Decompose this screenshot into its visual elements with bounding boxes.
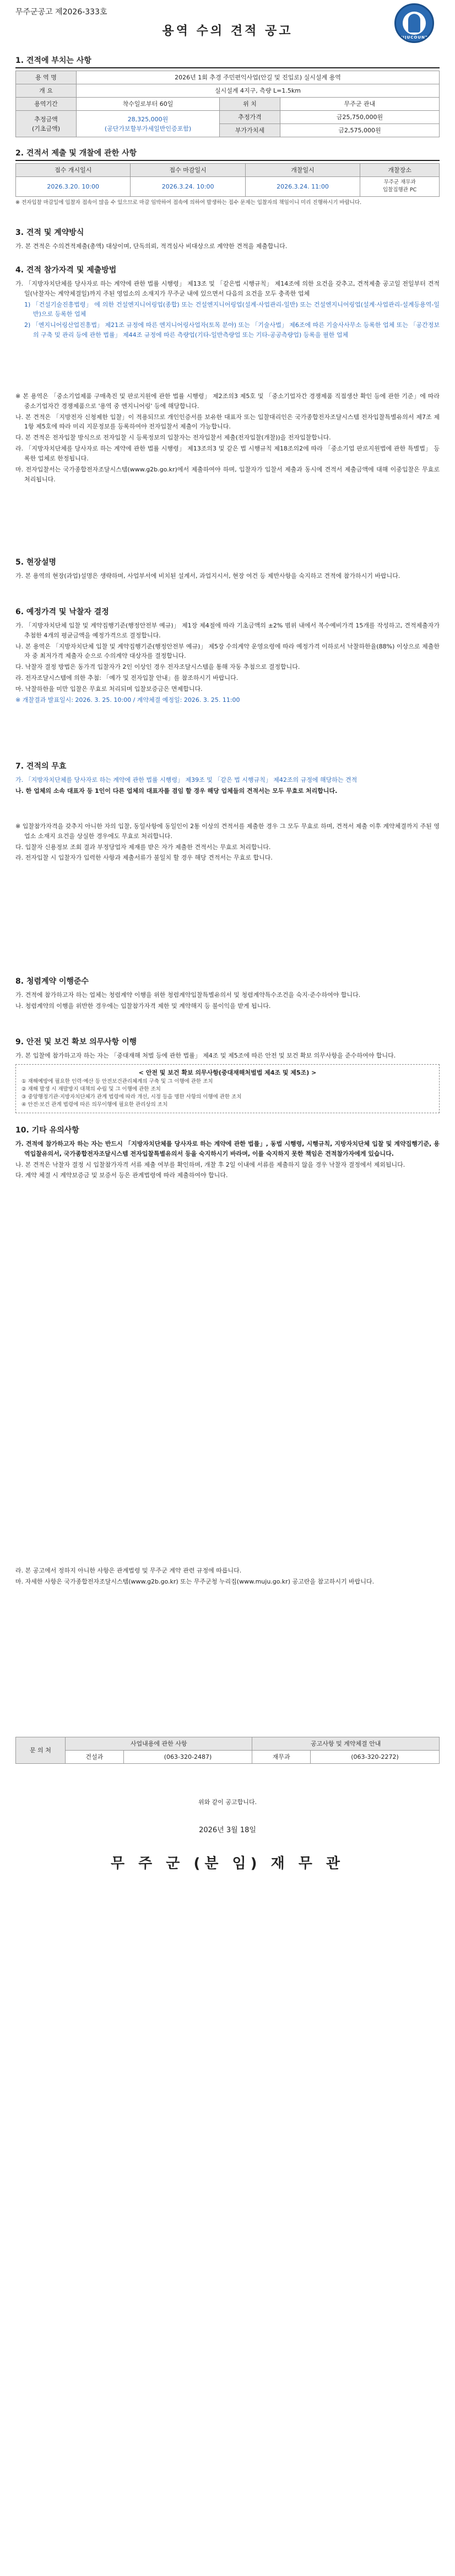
label-period: 용역기간	[16, 98, 77, 111]
s7-para-4: 라. 전자입찰 시 입찰자가 입력한 사항과 제출서류가 불일치 할 경우 해당 견적서는 무효로 합니다.	[15, 854, 273, 862]
issuing-authority: 무 주 군 (분 임) 재 무 관	[110, 1855, 345, 1872]
col-close-time: 접수 마감일시	[131, 164, 245, 177]
section-2-rule	[15, 160, 440, 161]
s7-para-1: 가. 「지방자치단체를 당사자로 하는 계약에 관한 법률 시행령」 제39조 및 「같은 법 시행규칙」 제42조의 규정에 해당하는 견적	[15, 776, 358, 783]
s8-para-1: 가. 견적에 참가하고자 하는 업체는 청렴계약 이행을 위한 청렴계약입찰특별유의서 및 청렴계약특수조건을 숙지·준수하여야 합니다.	[15, 991, 361, 999]
section-10-body	[15, 1139, 440, 1182]
col-opening-time: 개찰일시	[245, 164, 360, 177]
s8-para-2: 나. 청렴계약의 이행을 위반한 경우에는 입찰참가자격 제한 및 계약해지 등 불이익을 받게 됩니다.	[15, 1002, 271, 1010]
s6-para-5: 마. 낙찰하한율 미만 입찰은 무효로 처리되며 입찰보증금은 면제합니다.	[15, 685, 203, 693]
col-open-time: 접수 개시일시	[16, 164, 131, 177]
notice-date: 2026년 3월 18일	[199, 1826, 256, 1834]
contact-dept-2: 재무과	[252, 1751, 311, 1764]
section-6-heading: 6. 예정가격 및 낙찰자 결정	[15, 608, 109, 616]
bid-items-table	[15, 71, 440, 137]
s4-para-5: 라. 「지방자치단체를 당사자로 하는 계약에 관한 법률 시행령」 제13조의3 및 같은 법 시행규칙 제18조의2에 따라 「중소기업 판로지원법에 관한 특별법」 등록한 업체로 한정됩니다.	[15, 445, 440, 462]
section-8-heading: 8. 청렴계약 이행준수	[15, 977, 89, 986]
safety-item-2: ② 재해 발생 시 재발방지 대책의 수립 및 그 이행에 관한 조치	[21, 1086, 161, 1092]
label-location: 위 치	[220, 98, 280, 111]
notice-number: 무주군공고 제2026-333호	[15, 8, 107, 17]
s4-para-1-2: 2) 「엔지니어링산업진흥법」 제21조 규정에 따른 엔지니어링사업자(토목 분야) 또는 「기술사법」 제6조에 따른 기술사사무소 등록한 업체 또는 「공간정보의 구축 및 관리 등에 관한 법률」 제44조 규정에 따른 측량업(기타-일반측량업 또는 기타-공공측량업) 등록을 필한 업체	[24, 321, 440, 339]
safety-box-title: < 안전 및 보건 확보 의무사항(중대재해처벌법 제4조 및 제5조) >	[138, 1069, 317, 1076]
schedule-table	[15, 163, 440, 197]
s10-para-5: 마. 자세한 사항은 국가종합전자조달시스템(www.g2b.go.kr) 또는 무주군청 누리집(www.muju.go.kr) 공고란을 참고하시기 바랍니다.	[15, 1577, 375, 1585]
s10-para-2: 나. 본 견적은 낙찰자 결정 시 입찰참가자격 서류 제출 여부를 확인하며, 개찰 후 2일 이내에 서류를 제출하지 않을 경우 낙찰자 결정에서 제외됩니다.	[15, 1161, 405, 1168]
seal-text: MUJUCOUNTY	[397, 35, 432, 40]
value-location: 무주군 관내	[280, 98, 440, 111]
section-10-heading: 10. 기타 유의사항	[15, 1126, 79, 1135]
s4-para-3: 나. 본 견적은 「지방전자 신청제한 입찰」이 적용되므로 개인인증서를 보유한 대표자 또는 입찰대리인은 국가종합전자조달시스템 전자입찰특별유의서 제7조 제1항 제5호에 따라 미리 지문정보를 등록하여야 전자입찰서 제출이 가능합니다.	[15, 413, 440, 431]
section-5-heading: 5. 현장설명	[15, 558, 57, 567]
bid-items-table-wrap	[15, 71, 440, 137]
value-period: 착수일로부터 60일	[77, 98, 220, 111]
section-9-body	[15, 1051, 440, 1113]
s6-para-6: ※ 개찰결과 발표일시: 2026. 3. 25. 10:00 / 계약체결 예정일: 2026. 3. 25. 11:00	[15, 696, 240, 704]
value-vat: 금2,575,000원	[280, 124, 440, 137]
value-service-name: 2026년 1회 추경 주민편익사업(안길 및 진입로) 실시설계 용역	[77, 71, 440, 84]
s6-para-3: 다. 낙찰자 결정 방법은 동가격 입찰자가 2인 이상인 경우 전자조달시스템을 통해 자동 추첨으로 결정합니다.	[15, 663, 300, 671]
contact-table	[15, 1737, 440, 1764]
s6-para-4: 라. 전자조달시스템에 의한 추첨: 「예가 및 전자입찰 안내」를 참조하시기 바랍니다.	[15, 674, 239, 682]
s9-para-1: 가. 본 입찰에 참가하고자 하는 자는 「중대재해 처벌 등에 관한 법률」 제4조 및 제5조에 따른 안전 및 보건 확보 의무사항을 준수하여야 합니다.	[15, 1052, 396, 1059]
section-1-rule	[15, 67, 440, 68]
section-6-body	[15, 621, 440, 706]
contact-dept-1: 건설과	[66, 1751, 124, 1764]
section-9-heading: 9. 안전 및 보건 확보 의무사항 이행	[15, 1038, 137, 1046]
s6-para-1: 가. 「지방자치단체 입찰 및 계약집행기준(행정안전부 예규)」 제1장 제4절에 따라 기초금액의 ±2% 범위 내에서 복수예비가격 15개를 작성하고, 견적제출자가 추첨한 4개의 평균금액을 예정가격으로 결정합니다.	[15, 622, 440, 639]
value-estimated-amount: 28,325,000원 (공단가보할부가세일반인증포함)	[77, 111, 220, 137]
value-open-time: 2026.3.20. 10:00	[16, 177, 131, 197]
contact-table-wrap	[15, 1737, 440, 1764]
value-opening-place: 무주군 재무과 입찰집행관 PC	[360, 177, 440, 197]
s7-para-3: 다. 입찰자 신용정보 조회 결과 부정당업자 제재를 받은 자가 제출한 견적서는 무효로 처리합니다.	[15, 843, 271, 851]
s4-para-1-1: 1) 「건설기술진흥법령」 에 의한 건설엔지니어링업(종합) 또는 건설엔지니어링업(설계·사업관리-일반) 또는 건설엔지니어링업(설계·사업관리-설계등용역-일반)으로 등록한 업체	[24, 300, 440, 318]
section-4-heading: 4. 견적 참가자격 및 제출방법	[15, 266, 117, 275]
label-service-name: 용 역 명	[16, 71, 77, 84]
col-opening-place: 개찰장소	[360, 164, 440, 177]
label-estimated-amount: 추정금액 (기초금액)	[16, 111, 77, 137]
schedule-note: ※ 전자입찰 마감일에 입찰자 접속이 많을 수 있으므로 마감 임박하여 접속에 의하여 발생하는 접수 문제는 입찰자의 책임이니 미리 진행하시기 바랍니다.	[15, 199, 362, 206]
s7-para-2: 나. 한 업체의 소속 대표자 등 1인이 다른 업체의 대표자를 겸임 할 경우 해당 업체들의 견적서는 모두 무효로 처리합니다.	[15, 787, 338, 795]
safety-duties-box	[15, 1064, 440, 1113]
s7-note: ※ 입찰참가자격을 갖추지 아니한 자의 입찰, 동일사항에 동일인이 2통 이상의 견적서를 제출한 경우 그 모두 무효로 하며, 견적서 제출 이후 계약체결까지 주된 영업소 소재지 요건을 상실한 경우에도 무효로 처리합니다.	[15, 823, 440, 840]
safety-item-3: ③ 중앙행정기관·지방자치단체가 관계 법령에 따라 개선, 시정 등을 명한 사항의 이행에 관한 조치	[21, 1094, 242, 1101]
s4-para-1: 가. 「지방자치단체를 당사자로 하는 계약에 관한 법률 시행령」 제13조 및 「같은법 시행규칙」 제14조에 의한 요건을 갖추고, 견적제출 공고일 전일부터 견적일(낙찰자는 계약체결일)까지 주된 영업소의 소재지가 무주군 내에 있으면서 다음의 요건을 모두 충족한 업체	[15, 280, 440, 297]
section-4-body-2	[15, 391, 440, 485]
section-7-body	[15, 775, 440, 797]
section-2-heading: 2. 견적서 제출 및 개찰에 관한 사항	[15, 149, 137, 158]
section-3-text: 가. 본 견적은 수의견적제출(총액) 대상이며, 단독의뢰, 적격심사 비대상으로 계약한 견적을 제출합니다.	[15, 243, 288, 250]
section-8-body	[15, 990, 440, 1012]
s6-para-2: 나. 본 용역은 「지방자치단체 입찰 및 계약집행기준(행정안전부 예규)」 제5장 수의계약 운영요령에 따라 예정가격 이하로서 낙찰하한율(88%) 이상으로 제출한 자 중 최저가격 제출자 순으로 수의계약 대상자를 결정합니다.	[15, 642, 440, 660]
section-3-heading: 3. 견적 및 계약방식	[15, 228, 84, 237]
section-4-body	[15, 279, 440, 341]
safety-item-4: ④ 안전·보건 관계 법령에 따른 의무이행에 필요한 관리상의 조치	[21, 1102, 168, 1108]
s10-para-1: 가. 견적에 참가하고자 하는 자는 반드시 「지방자치단체를 당사자로 하는 계약에 관한 법률」, 동법 시행령, 시행규칙, 지방자치단체 입찰 및 계약집행기준, 용역입찰유의서, 국가종합전자조달시스템 전자입찰특별유의서 등을 숙지하시기 바라며, 이를 숙지하지 못한 책임은 견적참가자에게 있습니다.	[15, 1140, 440, 1157]
value-opening-time: 2026.3.24. 11:00	[245, 177, 360, 197]
document-title: 용역 수의 견적 공고	[162, 24, 293, 38]
s10-para-4: 라. 본 공고에서 정하지 아니한 사항은 관계법령 및 무주군 계약 관련 규정에 따릅니다.	[15, 1567, 242, 1574]
value-overview: 실시설계 4지구, 측량 L=1.5km	[77, 84, 440, 98]
value-estimated-price: 금25,750,000원	[280, 111, 440, 124]
schedule-table-wrap	[15, 163, 440, 207]
label-vat: 부가가치세	[220, 124, 280, 137]
closing-statement: 위와 같이 공고합니다.	[198, 1799, 257, 1806]
s4-para-6: 마. 전자입찰서는 국가종합전자조달시스템(www.g2b.go.kr)에서 제출하여야 하며, 입찰자가 입찰서 제출과 동시에 견적서 제출금액에 대해 이중입찰은 무효로 처리됩니다.	[15, 465, 440, 483]
safety-item-1: ① 재해예방에 필요한 인력·예산 등 안전보건관리체계의 구축 및 그 이행에 관한 조치	[21, 1078, 213, 1085]
section-7-body-2	[15, 822, 440, 864]
section-1-heading: 1. 견적에 부치는 사항	[15, 56, 91, 65]
contact-col-contract: 공고사항 및 계약체결 안내	[252, 1737, 440, 1751]
s4-para-4: 다. 본 견적은 전자입찰 방식으로 전자입찰 시 등록정보의 입찰자는 전자입찰서 제출(전자입찰(개찰))을 전자입찰합니다.	[15, 434, 331, 442]
contact-label: 문 의 처	[16, 1737, 66, 1764]
value-close-time: 2026.3.24. 10:00	[131, 177, 245, 197]
s4-para-2: ※ 본 용역은 「중소기업제품 구매촉진 및 판로지원에 관한 법률 시행령」 제2조의3 제5호 및 「중소기업자간 경쟁제품 직접생산 확인 등에 관한 기준」에 따라 중소기업자간 경쟁제품으로 '용역 중 엔지니어링' 등에 해당합니다.	[15, 393, 440, 410]
section-10-body-2	[15, 1566, 440, 1588]
contact-col-business: 사업내용에 관한 사항	[66, 1737, 252, 1751]
section-7-heading: 7. 견적의 무효	[15, 762, 67, 771]
s10-para-3: 다. 계약 체결 시 계약보증금 및 보증서 등은 관계법령에 따라 제출하여야 합니다.	[15, 1172, 228, 1179]
contact-phone-1: (063-320-2487)	[123, 1751, 252, 1764]
section-5-text: 가. 본 용역의 현장(과업)설명은 생략하며, 사업부서에 비치된 설계서, 과업지시서, 현장 여건 등 제반사항을 숙지하고 견적에 참가하시기 바랍니다.	[15, 572, 400, 579]
label-overview: 개 요	[16, 84, 77, 98]
label-estimated-price: 추정가격	[220, 111, 280, 124]
contact-phone-2: (063-320-2272)	[311, 1751, 440, 1764]
